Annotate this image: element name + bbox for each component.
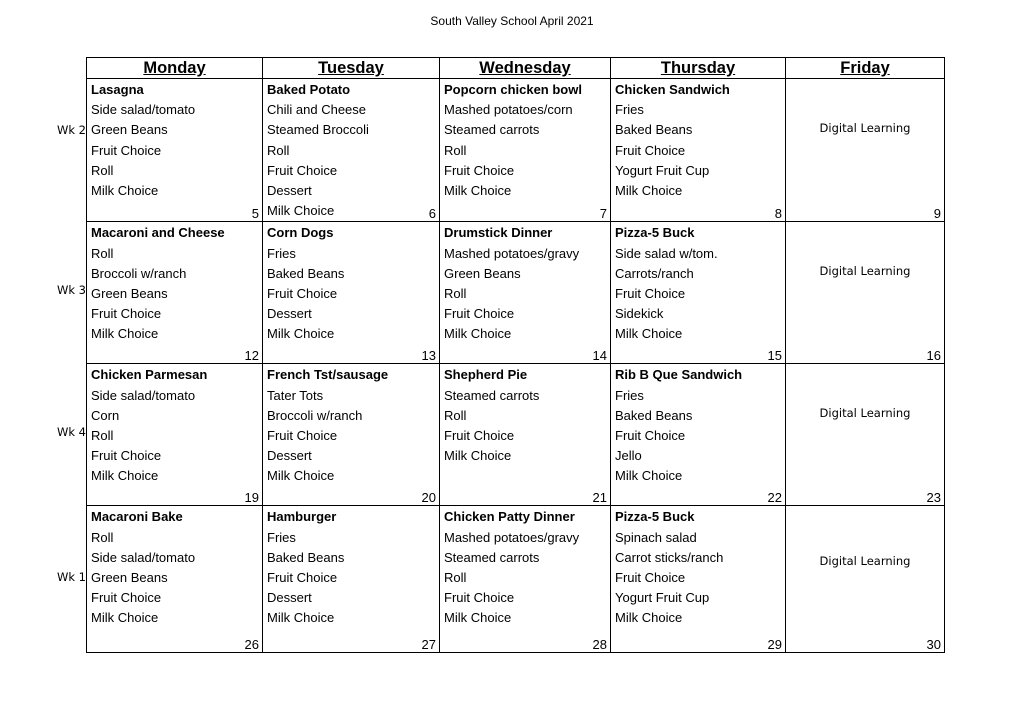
menu-item: Fries — [615, 387, 644, 403]
menu-items — [611, 222, 785, 344]
menu-item: Roll — [91, 245, 114, 261]
day-cell — [263, 79, 440, 222]
menu-item: Fruit Choice — [267, 162, 338, 178]
menu-items — [87, 79, 262, 201]
menu-items — [87, 506, 262, 628]
day-number: 8 — [774, 206, 782, 222]
day-cell — [786, 79, 945, 222]
menu-items — [611, 364, 785, 486]
day-cell — [786, 506, 945, 653]
week-row — [87, 222, 945, 364]
entree: Baked Potato — [267, 82, 351, 97]
day-cell — [87, 364, 263, 506]
lunch-menu-calendar — [86, 57, 945, 653]
menu-item: Carrot sticks/ranch — [615, 549, 724, 565]
day-cell — [786, 364, 945, 506]
menu-item: Fruit Choice — [615, 285, 686, 301]
menu-item: Fruit Choice — [267, 285, 338, 301]
entree: Drumstick Dinner — [444, 225, 553, 241]
menu-item: Fries — [615, 102, 644, 118]
menu-item: Baked Beans — [267, 549, 345, 565]
week-label: Wk 1 — [56, 570, 86, 584]
menu-item: Milk Choice — [267, 203, 335, 219]
menu-item: Mashed potatoes/corn — [444, 102, 573, 118]
day-number: 15 — [767, 348, 782, 364]
menu-item: Baked Beans — [615, 407, 693, 423]
menu-item: Broccoli w/ranch — [267, 407, 363, 423]
menu-item: Roll — [91, 162, 114, 178]
day-cell — [263, 506, 440, 653]
week-row — [87, 79, 945, 222]
menu-item: Milk Choice — [91, 610, 159, 626]
menu-item: Fruit Choice — [91, 448, 162, 464]
menu-items — [440, 222, 610, 344]
day-number: 29 — [767, 637, 782, 653]
menu-item: Jello — [615, 448, 642, 464]
menu-items — [263, 364, 439, 486]
menu-item: Fruit Choice — [444, 590, 515, 606]
menu-item: Fruit Choice — [615, 569, 686, 585]
page-title: South Valley School April 2021 — [430, 14, 594, 28]
menu-item: Green Beans — [91, 569, 168, 585]
week-label: Wk 2 — [56, 123, 86, 137]
menu-item: Steamed Broccoli — [267, 122, 369, 138]
menu-item: Mashed potatoes/gravy — [444, 529, 580, 545]
menu-item: Fruit Choice — [267, 569, 338, 585]
entree: Macaroni Bake — [91, 509, 183, 525]
entree: Popcorn chicken bowl — [444, 82, 582, 97]
menu-item: Fruit Choice — [615, 142, 686, 158]
menu-item: Fries — [267, 245, 296, 261]
menu-item: Side salad/tomato — [91, 102, 196, 118]
digital-learning-label: Digital Learning — [819, 554, 911, 569]
menu-items — [611, 79, 785, 201]
menu-items — [87, 222, 262, 344]
day-number: 28 — [592, 637, 607, 653]
menu-item: Side salad/tomato — [91, 549, 196, 565]
day-number: 30 — [926, 637, 941, 653]
digital-learning-label: Digital Learning — [819, 121, 911, 135]
header-tuesday: Tuesday — [263, 58, 440, 79]
day-cell — [440, 506, 611, 653]
entree: Pizza-5 Buck — [615, 509, 695, 525]
menu-item: Fruit Choice — [91, 590, 162, 606]
entree: Chicken Sandwich — [615, 82, 730, 97]
day-cell — [87, 222, 263, 364]
day-cell — [611, 79, 786, 222]
day-cell — [440, 79, 611, 222]
day-number: 21 — [592, 490, 607, 506]
menu-item: Fruit Choice — [267, 427, 338, 443]
day-number: 23 — [926, 490, 941, 506]
menu-item: Roll — [91, 427, 114, 443]
menu-item: Yogurt Fruit Cup — [615, 162, 710, 178]
menu-item: Baked Beans — [615, 122, 693, 138]
entree: Hamburger — [267, 509, 337, 525]
day-cell — [440, 222, 611, 364]
day-cell — [263, 222, 440, 364]
header-wednesday: Wednesday — [440, 58, 611, 79]
entree: Chicken Patty Dinner — [444, 509, 575, 525]
menu-item: Dessert — [267, 590, 312, 606]
menu-item: Steamed carrots — [444, 122, 540, 138]
digital-learning-label: Digital Learning — [819, 264, 911, 279]
menu-item: Milk Choice — [91, 182, 159, 198]
day-number: 13 — [421, 348, 436, 364]
menu-item: Milk Choice — [91, 468, 159, 484]
header-thursday: Thursday — [611, 58, 786, 79]
menu-item: Broccoli w/ranch — [91, 265, 187, 281]
menu-item: Milk Choice — [615, 610, 683, 626]
menu-item: Milk Choice — [615, 326, 683, 342]
day-cell — [87, 506, 263, 653]
menu-items — [611, 506, 785, 628]
menu-body — [87, 79, 945, 653]
menu-item: Roll — [444, 142, 467, 158]
menu-item: Steamed carrots — [444, 549, 540, 565]
menu-items — [440, 79, 610, 201]
menu-item: Sidekick — [615, 306, 664, 322]
header-friday: Friday — [786, 58, 945, 79]
menu-item: Fruit Choice — [444, 427, 515, 443]
day-number: 14 — [592, 348, 607, 364]
menu-item: Green Beans — [91, 285, 168, 301]
entree: Rib B Que Sandwich — [615, 367, 743, 383]
menu-item: Dessert — [267, 448, 312, 464]
menu-items — [263, 506, 439, 628]
menu-item: Baked Beans — [267, 265, 345, 281]
menu-item: Milk Choice — [267, 468, 335, 484]
week-label: Wk 3 — [56, 283, 86, 297]
day-number: 6 — [428, 206, 436, 222]
menu-item: Roll — [444, 407, 467, 423]
entree: Lasagna — [91, 82, 144, 97]
menu-item: Fruit Choice — [444, 162, 515, 178]
menu-item: Roll — [444, 285, 467, 301]
menu-item: Fries — [267, 529, 296, 545]
day-cell — [87, 79, 263, 222]
menu-item: Dessert — [267, 306, 312, 322]
day-number: 19 — [244, 490, 259, 506]
menu-item: Roll — [444, 569, 467, 585]
menu-item: Carrots/ranch — [615, 265, 694, 281]
day-number: 5 — [251, 206, 259, 222]
entree: French Tst/sausage — [267, 367, 389, 383]
day-cell — [611, 506, 786, 653]
day-cell — [611, 222, 786, 364]
day-cell — [440, 364, 611, 506]
menu-item: Fruit Choice — [615, 427, 686, 443]
menu-item: Milk Choice — [444, 448, 512, 464]
menu-item: Yogurt Fruit Cup — [615, 590, 710, 606]
entree: Macaroni and Cheese — [91, 225, 225, 241]
digital-learning-label: Digital Learning — [819, 406, 911, 421]
entree: Pizza-5 Buck — [615, 225, 695, 241]
menu-item: Fruit Choice — [91, 142, 162, 158]
menu-item: Milk Choice — [444, 610, 512, 626]
day-number: 12 — [244, 348, 259, 364]
day-cell — [786, 222, 945, 364]
menu-item: Side salad w/tom. — [615, 245, 718, 261]
day-number: 7 — [599, 206, 607, 222]
menu-item: Milk Choice — [267, 326, 335, 342]
menu-items — [263, 79, 439, 221]
day-cell — [263, 364, 440, 506]
day-number: 9 — [933, 206, 941, 222]
day-number: 20 — [421, 490, 436, 506]
menu-item: Fruit Choice — [444, 306, 515, 322]
menu-item: Dessert — [267, 182, 312, 198]
day-number: 27 — [421, 637, 436, 653]
menu-item: Roll — [267, 142, 290, 158]
header-row — [87, 58, 945, 79]
week-row — [87, 364, 945, 506]
week-label: Wk 4 — [56, 425, 86, 439]
menu-items — [263, 222, 439, 344]
day-number: 26 — [244, 637, 259, 653]
entree: Shepherd Pie — [444, 367, 528, 383]
day-number: 16 — [926, 348, 941, 364]
day-number: 22 — [767, 490, 782, 506]
menu-items — [87, 364, 262, 486]
menu-item: Roll — [91, 529, 114, 545]
week-row — [87, 506, 945, 653]
entree: Corn Dogs — [267, 225, 334, 241]
entree: Chicken Parmesan — [91, 367, 208, 383]
menu-items — [440, 506, 610, 628]
menu-item: Green Beans — [91, 122, 168, 138]
menu-item: Chili and Cheese — [267, 102, 367, 118]
menu-item: Fruit Choice — [91, 306, 162, 322]
menu-item: Milk Choice — [615, 182, 683, 198]
menu-item: Milk Choice — [267, 610, 335, 626]
menu-item: Tater Tots — [267, 387, 324, 403]
menu-item: Mashed potatoes/gravy — [444, 245, 580, 261]
menu-item: Green Beans — [444, 265, 521, 281]
menu-item: Milk Choice — [615, 468, 683, 484]
day-cell — [611, 364, 786, 506]
menu-item: Milk Choice — [444, 182, 512, 198]
menu-item: Side salad/tomato — [91, 387, 196, 403]
menu-item: Corn — [91, 407, 120, 423]
menu-item: Milk Choice — [444, 326, 512, 342]
header-monday: Monday — [87, 58, 263, 79]
menu-items — [440, 364, 610, 466]
menu-item: Spinach salad — [615, 529, 697, 545]
menu-item: Steamed carrots — [444, 387, 540, 403]
menu-item: Milk Choice — [91, 326, 159, 342]
